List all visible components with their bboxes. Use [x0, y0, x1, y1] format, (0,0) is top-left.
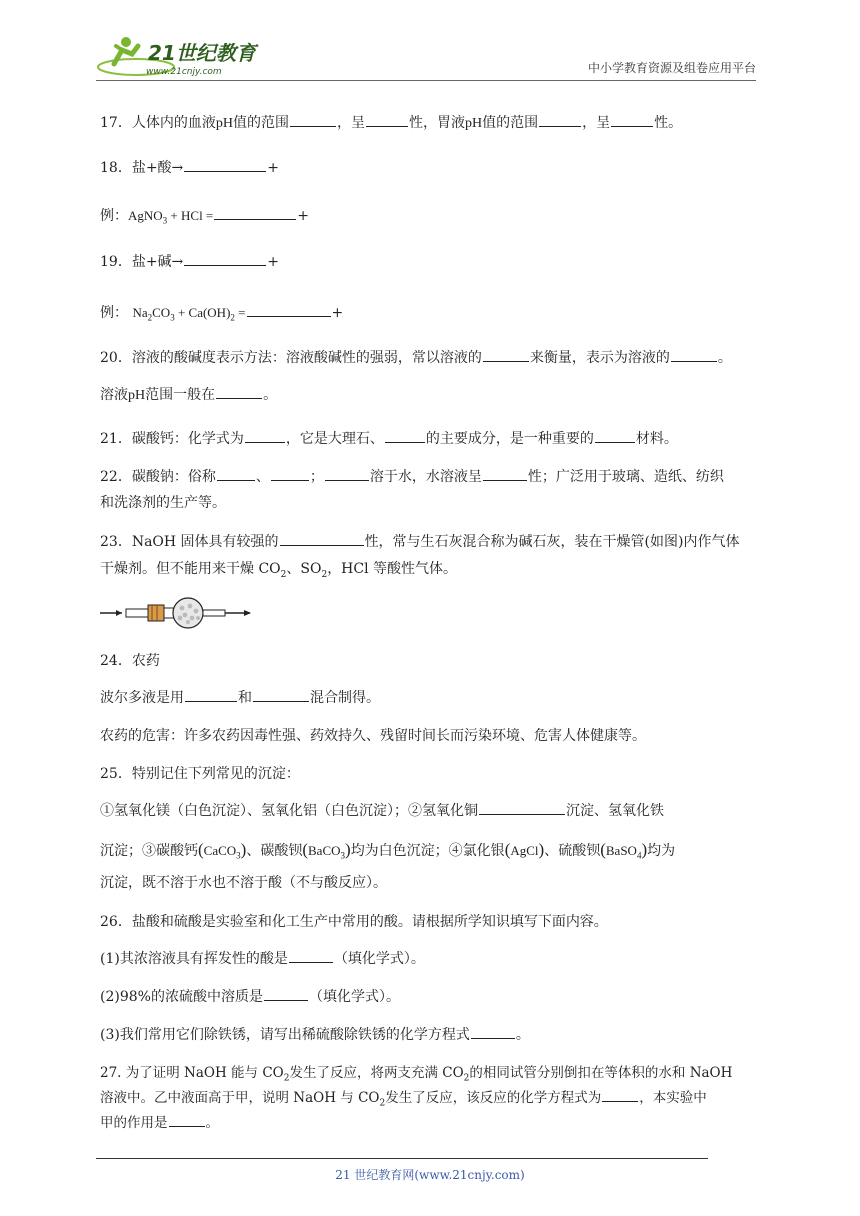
blank[interactable]	[245, 428, 285, 443]
blank[interactable]	[214, 205, 296, 220]
question-19-example: 例： $Na_2CO_3 + Ca(OH)_2$ = +	[100, 302, 764, 329]
blank[interactable]	[611, 112, 653, 127]
blank[interactable]	[602, 1087, 638, 1102]
footer-divider	[96, 1158, 708, 1159]
question-27-line2: 溶液中。乙中液面高于甲，说明 NaOH 与 $CO_2$发生了反应，该反应的化学方程式为 ，本实验中	[100, 1087, 764, 1115]
blank[interactable]	[184, 251, 266, 266]
drying-tube-figure	[100, 596, 252, 630]
question-18-example: 例：AgNO$_3$ + HCl = +	[100, 205, 764, 232]
question-25-line4: 沉淀，既不溶于水也不溶于酸（不与酸反应）。	[100, 875, 387, 891]
blank[interactable]	[217, 466, 255, 481]
21cnjy-logo	[96, 34, 266, 78]
blank[interactable]	[169, 1112, 205, 1127]
blank[interactable]	[539, 112, 581, 127]
blank[interactable]	[271, 466, 309, 481]
svg-text:www.21cnjy.com: www.21cnjy.com	[146, 67, 222, 77]
question-26-2: (2)98%的浓硫酸中溶质是 （填化学式）。	[100, 986, 764, 1008]
blank[interactable]	[479, 800, 565, 815]
question-25-line2: ①氢氧化镁（白色沉淀）、氢氧化铝（白色沉淀）；②氢氧化铜 沉淀、氢氧化铁	[100, 800, 764, 822]
blank[interactable]	[289, 948, 333, 963]
blank[interactable]	[483, 466, 527, 481]
question-21: 21．碳酸钙：化学式为 ，它是大理石、 的主要成分，是一种重要的 材料。	[100, 428, 764, 450]
blank[interactable]	[595, 428, 635, 443]
page-header	[96, 34, 756, 81]
question-20-line2: 溶液pH范围一般在 。	[100, 384, 764, 407]
blank[interactable]	[471, 1024, 515, 1039]
blank[interactable]	[385, 428, 425, 443]
question-22: 22．碳酸钠：俗称 、 ； 溶于水，水溶液呈 性；广泛用于玻璃、造纸、纺织	[100, 466, 764, 488]
blank[interactable]	[280, 531, 364, 546]
question-19: 19．盐+碱→ +	[100, 251, 764, 273]
blank[interactable]	[185, 687, 237, 702]
svg-text:21世纪教育: 21世纪教育	[148, 41, 256, 65]
question-23: 23．NaOH 固体具有较强的 性，常与生石灰混合称为碱石灰，装在干燥管(如图)内作气体	[100, 531, 764, 553]
question-25: 25．特别记住下列常见的沉淀：	[100, 766, 300, 782]
question-18: 18．盐+酸→ +	[100, 157, 764, 179]
question-23-line2: 干燥剂。但不能用来干燥 $CO_2$、$SO_2$，HCl 等酸性气体。	[100, 561, 458, 580]
blank[interactable]	[366, 112, 408, 127]
question-24: 24．农药	[100, 653, 160, 669]
blank[interactable]	[671, 347, 717, 362]
blank[interactable]	[253, 687, 309, 702]
footer-link[interactable]: 21 世纪教育网(www.21cnjy.com)	[335, 1168, 525, 1182]
question-27: 27. 为了证明 NaOH 能与 $CO_2$发生了反应，将两支充满 $CO_2$的相同试管分别倒扣在等体积的水和 NaOH	[100, 1065, 733, 1084]
platform-label: 中小学教育资源及组卷应用平台	[587, 61, 756, 75]
blank[interactable]	[290, 112, 336, 127]
blank[interactable]	[264, 986, 308, 1001]
blank[interactable]	[216, 384, 262, 399]
blank[interactable]	[184, 157, 266, 172]
question-26: 26．盐酸和硫酸是实验室和化工生产中常用的酸。请根据所学知识填写下面内容。	[100, 914, 608, 930]
question-26-3: (3)我们常用它们除铁锈，请写出稀硫酸除铁锈的化学方程式 。	[100, 1024, 764, 1046]
question-26-1: (1)其浓溶液具有挥发性的酸是 （填化学式）。	[100, 948, 764, 970]
question-20: 20．溶液的酸碱度表示方法：溶液酸碱性的强弱，常以溶液的 来衡量，表示为溶液的 。	[100, 347, 764, 369]
question-17: 17．人体内的血液pH值的范围 ，呈 性，胃液pH值的范围 ，呈 性。	[100, 112, 764, 135]
question-24-line2: 波尔多液是用 和 混合制得。	[100, 687, 764, 709]
blank[interactable]	[247, 302, 331, 317]
question-25-line3: 沉淀；③碳酸钙(CaCO$_3$)、碳酸钡(BaCO$_3$)均为白色沉淀；④氯化银(AgCl)、硫酸钡(BaSO$_4$)均为	[100, 840, 676, 861]
question-22-line2: 和洗涤剂的生产等。	[100, 495, 226, 511]
question-27-line3: 甲的作用是 。	[100, 1112, 764, 1134]
blank[interactable]	[483, 347, 529, 362]
blank[interactable]	[325, 466, 369, 481]
question-24-line3: 农药的危害：许多农药因毒性强、药效持久、残留时间长而污染环境、危害人体健康等。	[100, 728, 646, 744]
